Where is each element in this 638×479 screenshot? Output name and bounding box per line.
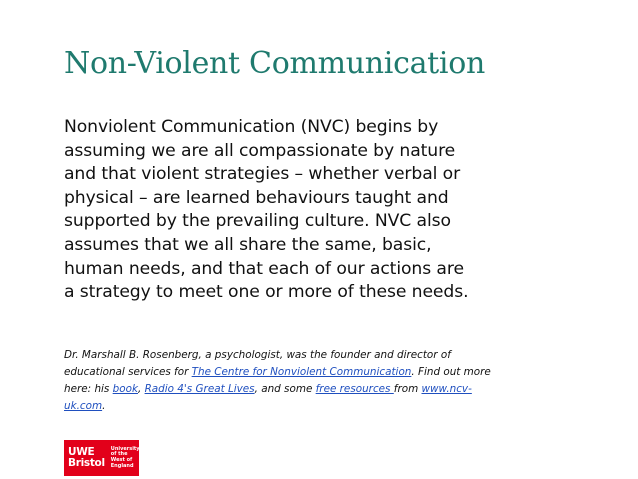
- logo-university-name: [111, 447, 140, 469]
- body-paragraph: [64, 116, 524, 305]
- link-book[interactable]: book: [112, 383, 138, 395]
- body-line: human needs, and that each of our actions are: [64, 258, 464, 279]
- link-ncv-website[interactable]: uk.com: [64, 400, 103, 412]
- credit-text: . Find out more: [411, 366, 491, 378]
- credit-text: from: [393, 383, 422, 395]
- credit-text: educational services for: [64, 366, 192, 378]
- credit-text: .: [102, 400, 106, 412]
- logo-small-line: England: [110, 462, 134, 469]
- logo-line: UWE: [68, 446, 95, 458]
- link-free-resources[interactable]: free resources: [315, 383, 394, 395]
- body-line: assumes that we all share the same, basic,: [64, 234, 432, 255]
- link-ncv-website[interactable]: www.ncv-: [421, 383, 472, 395]
- body-line: physical – are learned behaviours taught and: [64, 187, 449, 208]
- logo-wordmark: [68, 447, 105, 469]
- credit-note: [64, 347, 514, 415]
- credit-text: ,: [137, 383, 145, 395]
- logo-small-line: University: [110, 445, 140, 452]
- credit-line: [64, 398, 514, 415]
- body-line: Nonviolent Communication (NVC) begins by: [64, 117, 439, 137]
- credit-line: [64, 364, 514, 381]
- credit-text: Dr. Marshall B. Rosenberg, a psychologist, was the founder and director of: [64, 349, 451, 361]
- link-centre-nvc[interactable]: The Centre for Nonviolent Communication: [191, 366, 412, 378]
- body-line: a strategy to meet one or more of these needs.: [64, 282, 469, 303]
- logo-line: Bristol: [68, 457, 105, 469]
- credit-line: [64, 347, 514, 364]
- credit-line: [64, 381, 514, 398]
- body-line: supported by the prevailing culture. NVC also: [64, 211, 451, 232]
- credit-text: here: his: [64, 383, 113, 395]
- logo-small-line: of the: [110, 451, 128, 458]
- uwe-bristol-logo: [64, 440, 139, 476]
- link-radio-4-great-lives[interactable]: Radio 4's Great Lives: [144, 383, 255, 395]
- slide-title: Non-Violent Communication: [64, 46, 486, 81]
- body-line: and that violent strategies – whether verbal or: [64, 164, 461, 185]
- body-line: assuming we are all compassionate by nature: [64, 140, 456, 161]
- logo-small-line: West of: [110, 457, 133, 463]
- credit-text: , and some: [254, 383, 316, 395]
